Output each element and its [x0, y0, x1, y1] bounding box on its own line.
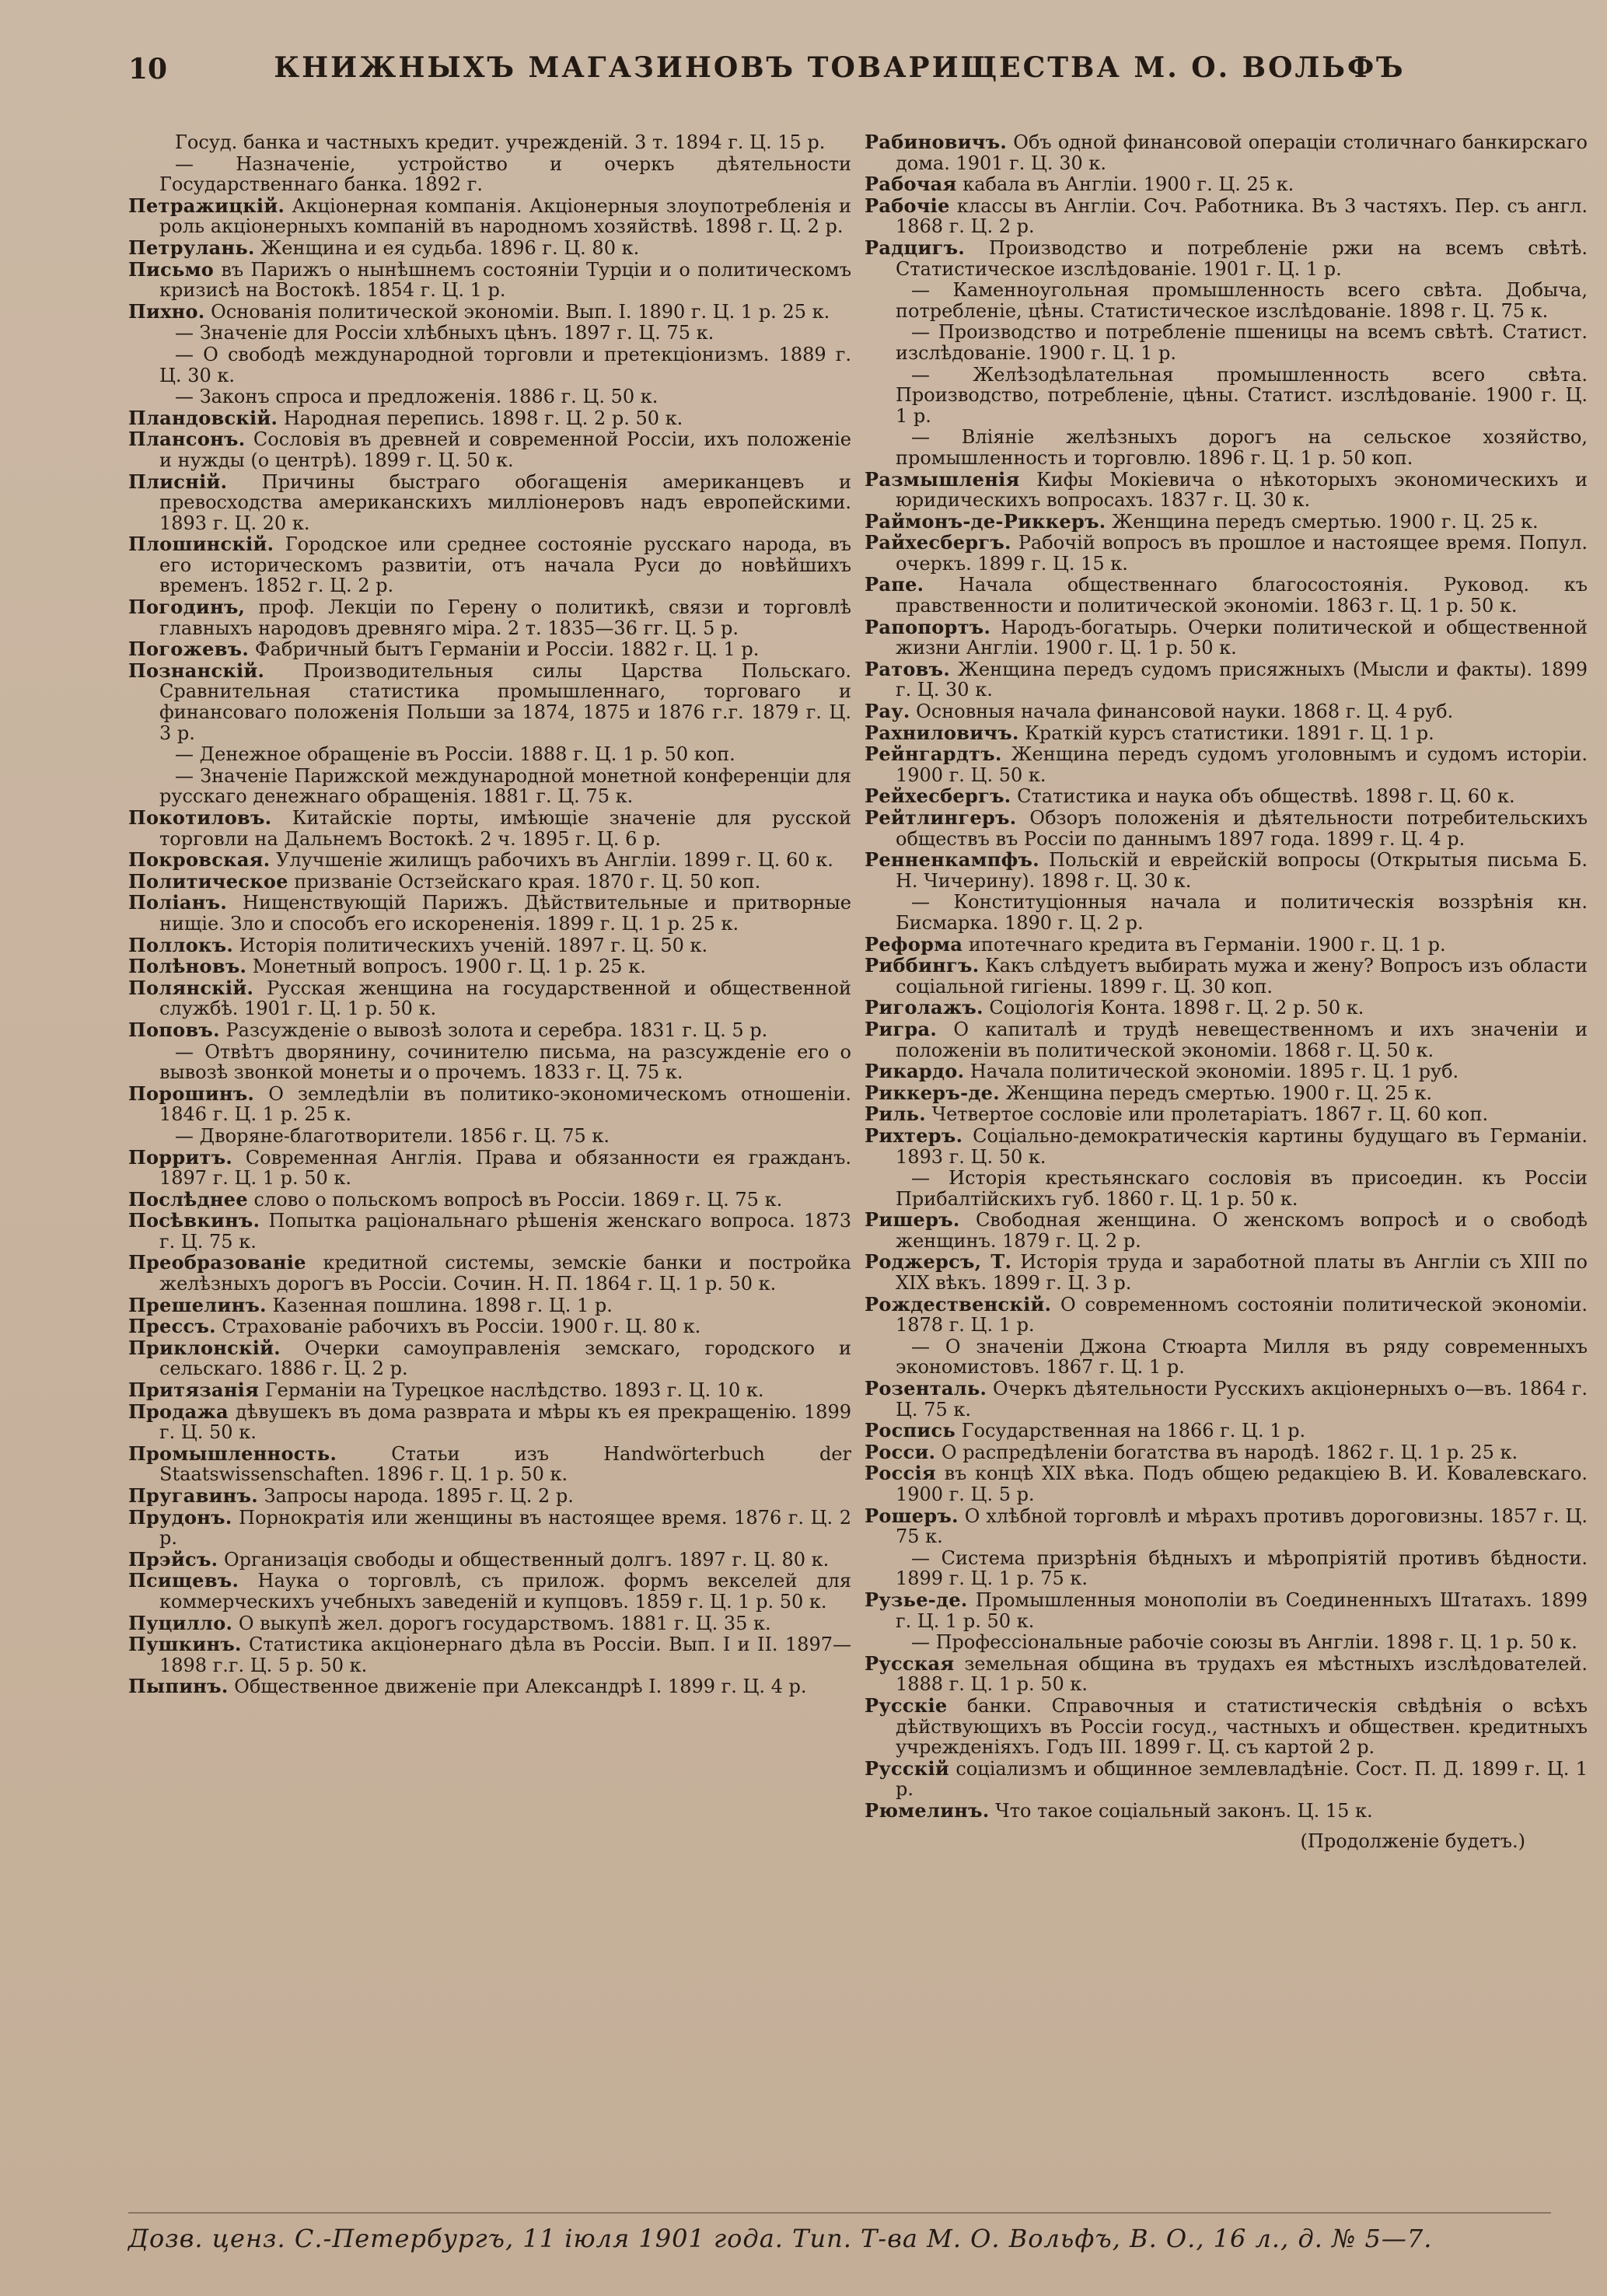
- entry-text: Улучшеніе жилищъ рабочихъ въ Англіи. 1899 г. Ц. 60 к.: [276, 849, 833, 872]
- entry-text: Какъ слѣдуетъ выбирать мужа и жену? Вопросъ изъ области соціальной гигіены. 1899 г. Ц. 30 коп.: [896, 955, 1588, 998]
- entry-text: Нищенствующій Парижъ. Дѣйствительные и притворные нищіе. Зло и способъ его искорененія. 1899 г. Ц. 1 р. 25 к.: [159, 892, 851, 935]
- entry-text: Начала общественнаго благосостоянія. Руковод. къ правственности и политической экономіи. 1863 г. Ц. 1 р. 50 к.: [896, 574, 1588, 617]
- entry-headword: Радцигъ.: [865, 236, 965, 259]
- entry-text: О земледѣліи въ политико-экономическомъ отношеніи. 1846 г. Ц. 1 р. 25 к.: [159, 1082, 851, 1126]
- catalog-entry: [128, 196, 851, 237]
- entry-headword: Поповъ.: [128, 1018, 220, 1041]
- entry-headword: Прешелинъ.: [128, 1293, 267, 1316]
- entry-text: Кифы Мокіевича о нѣкоторыхъ экономическихъ и юридическихъ вопросахъ. 1837 г. Ц. 30 к.: [896, 468, 1588, 512]
- entry-text: Госуд. банка и частныхъ кредит. учрежденій. 3 т. 1894 г. Ц. 15 р.: [175, 132, 826, 153]
- entry-headword: Покотиловъ.: [128, 806, 272, 829]
- catalog-entry: [865, 1506, 1588, 1547]
- entry-text: въ Парижъ о нынѣшнемъ состояніи Турціи и о политическомъ кризисѣ на Востокѣ. 1854 г. Ц. 1 р.: [159, 258, 851, 302]
- entry-headword: Риголажъ.: [865, 996, 983, 1019]
- catalog-entry: [865, 280, 1588, 321]
- entry-text: Народная перепись. 1898 г. Ц. 2 р. 50 к.: [283, 407, 683, 429]
- entry-text: — Конституціонныя начала и политическія воззрѣнія кн. Бисмарка. 1890 г. Ц. 2 р.: [896, 891, 1588, 934]
- catalog-entry: [128, 1042, 851, 1083]
- catalog-entry: [128, 808, 851, 849]
- entry-text: Польскій и еврейскій вопросы (Открытыя письма Б. Н. Чичерину). 1898 г. Ц. 30 к.: [896, 849, 1588, 892]
- entry-headword: Россія: [865, 1462, 936, 1485]
- entry-headword: Полянскій.: [128, 976, 254, 999]
- catalog-entry: [128, 893, 851, 934]
- entry-text: Соціологія Конта. 1898 г. Ц. 2 р. 50 к.: [989, 997, 1364, 1019]
- entry-text: — Система призрѣнія бѣдныхъ и мѣропріятій противъ бѣдности. 1899 г. Ц. 1 р. 75 к.: [896, 1546, 1588, 1590]
- catalog-entry: [128, 344, 851, 386]
- catalog-entry: [865, 1442, 1588, 1463]
- catalog-entry: [128, 956, 851, 977]
- entry-text: Рабочій вопросъ въ прошлое и настоящее время. Попул. очеркъ. 1899 г. Ц. 15 к.: [896, 532, 1588, 575]
- catalog-entry: [865, 659, 1588, 701]
- entry-headword: Поллокъ.: [128, 933, 234, 956]
- catalog-entry: [128, 1145, 851, 1190]
- catalog-entry: [865, 617, 1588, 659]
- catalog-entry: [128, 472, 851, 534]
- entry-text: Современная Англія. Права и обязанности ея гражданъ. 1897 г. Ц. 1 р. 50 к.: [159, 1146, 851, 1190]
- catalog-entry: [128, 978, 851, 1019]
- catalog-entry: [865, 723, 1588, 744]
- entry-headword: Прессъ.: [128, 1315, 216, 1338]
- running-title: КНИЖНЫХЪ МАГАЗИНОВЪ ТОВАРИЩЕСТВА М. О. ВОЛЬФЪ: [274, 51, 1406, 84]
- entry-headword: Пругавинъ.: [128, 1484, 258, 1507]
- catalog-entry: [865, 174, 1588, 195]
- catalog-entry: [865, 1693, 1588, 1759]
- entry-text: Организація свободы и общественный долгъ. 1897 г. Ц. 80 к.: [223, 1548, 830, 1571]
- catalog-entry: [865, 1651, 1588, 1696]
- entry-text: Соціально-демократическія картины будущаго въ Германіи. 1893 г. Ц. 50 к.: [896, 1124, 1588, 1168]
- entry-text: Общественное движеніе при Александрѣ I. 1899 г. Ц. 4 р.: [234, 1676, 807, 1698]
- entry-headword: Приклонскій.: [128, 1336, 281, 1359]
- entry-headword: Промышленность.: [128, 1442, 337, 1465]
- entry-headword: Рапопортъ.: [865, 615, 991, 638]
- right-column: [865, 132, 1588, 2123]
- catalog-entry: [865, 238, 1588, 279]
- entry-text: — Значеніе для Россіи хлѣбныхъ цѣнъ. 1897 г. Ц. 75 к.: [175, 322, 714, 344]
- entry-text: — О свободѣ международной торговли и претекціонизмъ. 1889 г. Ц. 30 к.: [159, 343, 851, 386]
- entry-headword: Прудонъ.: [128, 1505, 232, 1529]
- entry-headword: Русскіе: [865, 1693, 948, 1717]
- entry-headword: Ришеръ.: [865, 1208, 960, 1232]
- entry-headword: Рабочіе: [865, 194, 950, 217]
- entry-headword: Поліанъ.: [128, 891, 227, 914]
- catalog-entry: [865, 701, 1588, 722]
- entry-text: Городское или среднее состояніе русскаго народа, въ его историческомъ развитіи, отъ начала Руси до новѣйшихъ временъ. 1852 г. Ц. 2 р.: [159, 533, 851, 597]
- catalog-entry: [865, 1168, 1588, 1209]
- entry-headword: Рюмелинъ.: [865, 1798, 990, 1822]
- entry-text: Промышленныя монополіи въ Соединенныхъ Штатахъ. 1899 г. Ц. 1 р. 50 к.: [896, 1588, 1588, 1632]
- entry-text: Страхованіе рабочихъ въ Россіи. 1900 г. Ц. 80 к.: [222, 1316, 701, 1338]
- catalog-entry: [865, 956, 1588, 997]
- catalog-entry: [128, 1126, 851, 1147]
- entry-text: ипотечнаго кредита въ Германіи. 1900 г. Ц. 1 р.: [968, 933, 1446, 956]
- catalog-entry: [865, 467, 1588, 512]
- entry-headword: Рабочая: [865, 173, 957, 196]
- entry-headword: Рождественскій.: [865, 1292, 1052, 1316]
- catalog-entry: [865, 1083, 1588, 1104]
- entry-text: — Назначеніе, устройство и очеркъ дѣятельности Государственнаго банка. 1892 г.: [159, 152, 851, 196]
- entry-text: Сословія въ древней и современной Россіи, ихъ положеніе и нужды (о центрѣ). 1899 г. Ц. 50 к.: [159, 428, 851, 471]
- entry-text: — Желѣзодѣлательная промышленность всего свѣта. Производство, потребленіе, цѣны. Статист. изслѣдованіе. 1900 г. Ц. 1 р.: [896, 363, 1588, 427]
- entry-headword: Риккеръ-де.: [865, 1081, 1000, 1104]
- entry-headword: Рау.: [865, 700, 910, 723]
- entry-text: Статистика акціонернаго дѣла въ Россіи. Вып. I и II. 1897—1898 г.г. Ц. 5 р. 50 к.: [159, 1634, 851, 1676]
- entry-text: О выкупѣ жел. дорогъ государствомъ. 1881 г. Ц. 35 к.: [238, 1612, 771, 1634]
- entry-text: — Значеніе Парижской международной монетной конференціи для русскаго денежнаго обращенія. 1881 г. Ц. 75 к.: [159, 764, 851, 808]
- entry-headword: Пуцилло.: [128, 1611, 233, 1634]
- entry-text: Основанія политической экономіи. Вып. I. 1890 г. Ц. 1 р. 25 к.: [211, 300, 830, 323]
- catalog-entry: [865, 1590, 1588, 1631]
- entry-headword: Росси.: [865, 1440, 936, 1463]
- entry-text: Попытка раціональнаго рѣшенія женскаго вопроса. 1873 г. Ц. 75 к.: [159, 1210, 851, 1253]
- entry-text: О капиталѣ и трудѣ невещественномъ и ихъ значеніи и положеніи въ политической экономіи. 1868 г. Ц. 50 к.: [896, 1018, 1588, 1061]
- catalog-entry: [128, 869, 851, 893]
- entry-headword: Раймонъ-де-Риккеръ.: [865, 509, 1106, 533]
- catalog-entry: [865, 575, 1588, 616]
- entry-text: классы въ Англіи. Соч. Работника. Въ 3 частяхъ. Пер. съ англ. 1868 г. Ц. 2 р.: [896, 194, 1588, 238]
- entry-text: соціализмъ и общинное землевладѣніе. Сост. П. Д. 1899 г. Ц. 1 р.: [896, 1757, 1588, 1801]
- entry-headword: Ренненкампфъ.: [865, 848, 1039, 872]
- entry-text: Производительныя силы Царства Польскаго. Сравнительная статистика промышленнаго, торговаго и финансоваго положенія Польши за 1874, 1875 и 1876 г.г. 1879 г. Ц. 3 р.: [159, 659, 851, 744]
- catalog-entry: [865, 427, 1588, 468]
- entry-text: Женщина передъ судомъ уголовнымъ и судомъ исторіи. 1900 г. Ц. 50 к.: [896, 743, 1588, 786]
- entry-text: Краткій курсъ статистики. 1891 г. Ц. 1 р.: [1025, 722, 1434, 744]
- catalog-entry: [128, 1634, 851, 1676]
- catalog-entry: [128, 1253, 851, 1294]
- catalog-entry: [128, 935, 851, 956]
- entry-text: Начала политической экономіи. 1895 г. Ц. 1 руб.: [969, 1061, 1459, 1083]
- catalog-entry: [865, 1252, 1588, 1293]
- catalog-entry: [128, 132, 851, 153]
- catalog-entry: [865, 1798, 1588, 1822]
- entry-headword: Рейхесбергъ.: [865, 785, 1011, 808]
- entry-text: проф. Лекціи по Герену о политикѣ, связи и торговлѣ главныхъ народовъ древняго міра. 2 т. 1835—36 гг. Ц. 5 р.: [159, 596, 851, 639]
- left-column: [128, 132, 851, 2123]
- entry-headword: Псищевъ.: [128, 1569, 239, 1592]
- entry-text: Китайскіе порты, имѣющіе значеніе для русской торговли на Дальнемъ Востокѣ. 2 ч. 1895 г. Ц. 6 р.: [159, 807, 851, 850]
- catalog-entry: [128, 1505, 851, 1550]
- entry-text: О распредѣленіи богатства въ народѣ. 1862 г. Ц. 1 р. 25 к.: [941, 1441, 1518, 1463]
- entry-headword: Рапе.: [865, 573, 924, 596]
- entry-headword: Пландовскій.: [128, 406, 278, 429]
- catalog-entry: [128, 323, 851, 344]
- entry-headword: Рахниловичъ.: [865, 721, 1019, 744]
- entry-headword: Покровская.: [128, 848, 271, 872]
- catalog-entry: [865, 1756, 1588, 1801]
- entry-headword: Роспись: [865, 1419, 956, 1442]
- catalog-entry: [128, 386, 851, 407]
- entry-text: Женщина и ея судьба. 1896 г. Ц. 80 к.: [260, 236, 640, 259]
- catalog-entry: [865, 932, 1588, 956]
- entry-headword: Плошинскій.: [128, 533, 274, 556]
- catalog-entry: [865, 786, 1588, 807]
- entry-headword: Рузье-де.: [865, 1588, 968, 1611]
- entry-text: слово о польскомъ вопросѣ въ Россіи. 1869 г. Ц. 75 к.: [253, 1188, 783, 1211]
- entry-headword: Размышленія: [865, 467, 1020, 491]
- entry-headword: Пыпинъ.: [128, 1675, 229, 1698]
- entry-text: Исторія труда и заработной платы въ Англіи съ XIII по XIX вѣкъ. 1899 г. Ц. 3 р.: [896, 1251, 1588, 1295]
- catalog-entry: [128, 299, 851, 323]
- entry-headword: Русскій: [865, 1756, 949, 1780]
- catalog-entry: [865, 196, 1588, 237]
- entry-text: кабала въ Англіи. 1900 г. Ц. 25 к.: [962, 173, 1294, 196]
- entry-headword: Риббингъ.: [865, 954, 980, 977]
- page-header: [128, 48, 1551, 89]
- entry-text: Государственная на 1866 г. Ц. 1 р.: [961, 1420, 1306, 1442]
- entry-headword: Политическое: [128, 869, 288, 893]
- entry-text: — Профессіональные рабочіе союзы въ Англіи. 1898 г. Ц. 1 р. 50 к.: [911, 1631, 1577, 1654]
- catalog-entry: [128, 597, 851, 638]
- entry-text: призваніе Остзейскаго края. 1870 г. Ц. 50 коп.: [294, 870, 761, 893]
- entry-text: Свободная женщина. О женскомъ вопросѣ и о свободѣ женщинъ. 1879 г. Ц. 2 р.: [896, 1209, 1588, 1252]
- entry-text: Фабричный бытъ Германіи и Россіи. 1882 г. Ц. 1 р.: [254, 638, 760, 661]
- catalog-entry: [128, 766, 851, 807]
- entry-text: Статистика и наука объ обществѣ. 1898 г. Ц. 60 к.: [1017, 785, 1515, 808]
- entry-headword: Преобразованіе: [128, 1251, 306, 1274]
- entry-headword: Пушкинъ.: [128, 1633, 242, 1656]
- entry-headword: Посѣвкинъ.: [128, 1209, 260, 1232]
- entry-text: Русская женщина на государственной и общественной службѣ. 1901 г. Ц. 1 р. 50 к.: [159, 977, 851, 1020]
- catalog-entry: [865, 808, 1588, 849]
- catalog-entry: [128, 1613, 851, 1634]
- catalog-entry: [865, 1019, 1588, 1061]
- entry-text: — Производство и потребленіе пшеницы на всемъ свѣтѣ. Статист. изслѣдованіе. 1900 г. Ц. 1 р.: [896, 321, 1588, 364]
- entry-text: въ концѣ XIX вѣка. Подъ общею редакціею В. И. Ковалевскаго. 1900 г. Ц. 5 р.: [896, 1463, 1588, 1505]
- entry-text: Статьи изъ Handwörterbuch der Staatswissenschaften. 1896 г. Ц. 1 р. 50 к.: [159, 1442, 851, 1486]
- entry-headword: Письмо: [128, 257, 215, 281]
- entry-text: Разсужденіе о вывозѣ золота и серебра. 1831 г. Ц. 5 р.: [225, 1019, 768, 1041]
- entry-headword: Полѣновъ.: [128, 955, 247, 978]
- entry-headword: Порритъ.: [128, 1145, 233, 1169]
- entry-headword: Рабиновичъ.: [865, 132, 1008, 153]
- entry-text: Народъ-богатырь. Очерки политической и общественной жизни Англіи. 1900 г. Ц. 1 р. 50 к.: [896, 616, 1588, 659]
- catalog-entry: [128, 1338, 851, 1379]
- entry-text: Что такое соціальный законъ. Ц. 15 к.: [995, 1799, 1373, 1822]
- entry-text: Основныя начала финансовой науки. 1868 г. Ц. 4 руб.: [916, 701, 1454, 723]
- entry-text: дѣвушекъ въ дома разврата и мѣры къ ея прекращенію. 1899 г. Ц. 50 к.: [159, 1400, 851, 1444]
- entry-headword: Райхесбергъ.: [865, 531, 1011, 554]
- entry-text: Очеркъ дѣятельности Русскихъ акціонерныхъ о—въ. 1864 г. Ц. 75 к.: [896, 1378, 1588, 1421]
- entry-headword: Рейтлингеръ.: [865, 806, 1017, 829]
- entry-text: Производство и потребленіе ржи на всемъ свѣтѣ. Статистическое изслѣдованіе. 1901 г. Ц. 1 р.: [896, 236, 1588, 280]
- entry-text: — Каменноугольная промышленность всего свѣта. Добыча, потребленіе, цѣны. Статистическое изслѣдованіе. 1898 г. Ц. 75 к.: [896, 279, 1588, 322]
- catalog-entry: [128, 850, 851, 871]
- catalog-entry: [128, 238, 851, 259]
- catalog-entry: [128, 1084, 851, 1125]
- entry-text: — Отвѣтъ дворянину, сочинителю письма, на разсужденіе его о вывозѣ звонкой монеты и о прочемъ. 1833 г. Ц. 75 к.: [159, 1040, 851, 1084]
- entry-text: — Законъ спроса и предложенія. 1886 г. Ц. 50 к.: [175, 386, 659, 408]
- entry-text: банки. Справочныя и статистическія свѣдѣнія о всѣхъ дѣйствующихъ въ Россіи госуд., частныхъ и обществен. кредитныхъ учрежденіяхъ. Годъ III. 1899 г. Ц. съ картой 2 р.: [896, 1694, 1588, 1759]
- entry-headword: Риль.: [865, 1103, 926, 1126]
- catalog-entry: [128, 1187, 851, 1211]
- catalog-entry: [865, 1379, 1588, 1420]
- entry-text: Казенная пошлина. 1898 г. Ц. 1 р.: [272, 1294, 613, 1316]
- catalog-entry: [128, 534, 851, 596]
- entry-text: Женщина передъ смертью. 1900 г. Ц. 25 к.: [1112, 510, 1539, 533]
- catalog-entry: [865, 850, 1588, 891]
- catalog-entry: [865, 1104, 1588, 1125]
- entry-text: Обзоръ положенія и дѣятельности потребительскихъ обществъ въ Россіи по даннымъ 1897 года. 1899 г. Ц. 4 р.: [896, 807, 1588, 850]
- catalog-entry: [865, 1126, 1588, 1167]
- entry-text: Очерки самоуправленія земскаго, городского и сельскаго. 1886 г. Ц. 2 р.: [159, 1337, 851, 1380]
- entry-text: земельная община въ трудахъ ея мѣстныхъ изслѣдователей. 1888 г. Ц. 1 р. 50 к.: [896, 1652, 1588, 1696]
- entry-text: Четвертое сословіе или пролетаріатъ. 1867 г. Ц. 60 коп.: [931, 1103, 1489, 1126]
- entry-headword: Рихтеръ.: [865, 1124, 963, 1147]
- entry-text: Порнократія или женщины въ настоящее время. 1876 г. Ц. 2 р.: [159, 1506, 851, 1550]
- entry-headword: Плиснiй.: [128, 470, 228, 493]
- entry-headword: Ратовъ.: [865, 657, 951, 680]
- entry-headword: Познанскій.: [128, 659, 265, 682]
- catalog-entry: [865, 365, 1588, 427]
- catalog-entry: [865, 509, 1588, 533]
- page-number: 10: [128, 53, 168, 86]
- entry-text: — Дворяне-благотворители. 1856 г. Ц. 75 к.: [175, 1124, 610, 1147]
- entry-text: О хлѣбной торговлѣ и мѣрахъ противъ дороговизны. 1857 г. Ц. 75 к.: [896, 1504, 1588, 1548]
- entry-headword: Погожевъ.: [128, 638, 250, 661]
- catalog-entry: [128, 1444, 851, 1485]
- catalog-entry: [128, 661, 851, 743]
- entry-headword: Ригра.: [865, 1017, 938, 1040]
- entry-headword: Порошинъ.: [128, 1082, 255, 1105]
- entry-headword: Послѣднее: [128, 1187, 248, 1211]
- catalog-entry: [865, 1061, 1588, 1082]
- entry-text: Исторія политическихъ ученій. 1897 г. Ц. 50 к.: [239, 934, 708, 956]
- imprint-footer: Дозв. ценз. С.-Петербургъ, 11 іюля 1901 года. Тип. Т-ва М. О. Вольфъ, В. О., 16 л., д. № 5—7.: [128, 2224, 1433, 2253]
- catalog-entry: [128, 257, 851, 302]
- catalog-entry: [128, 1295, 851, 1316]
- catalog-entry: [128, 154, 851, 195]
- entry-headword: Плансонъ.: [128, 428, 246, 451]
- entry-headword: Русская: [865, 1651, 955, 1675]
- entry-text: — О значеніи Джона Стюарта Милля въ ряду современныхъ экономистовъ. 1867 г. Ц. 1 р.: [896, 1335, 1588, 1379]
- entry-text: О современномъ состояніи политической экономіи. 1878 г. Ц. 1 р.: [896, 1293, 1588, 1337]
- catalog-entry: [128, 1380, 851, 1401]
- catalog-entry: [128, 1571, 851, 1612]
- catalog-entry: [128, 1486, 851, 1507]
- catalog-entry: [865, 998, 1588, 1019]
- catalog-entry: [865, 1210, 1588, 1251]
- catalog-entry: [865, 1292, 1588, 1337]
- catalog-entry: [865, 1548, 1588, 1589]
- entry-text: — Денежное обращеніе въ Россіи. 1888 г. Ц. 1 р. 50 коп.: [175, 743, 735, 766]
- entry-text: Женщина передъ судомъ присяжныхъ (Мысли и факты). 1899 г. Ц. 30 к.: [896, 658, 1588, 701]
- catalog-entry: [128, 408, 851, 429]
- continuation-note: (Продолженіе будетъ.): [1300, 1829, 1525, 1852]
- catalog-entry: [128, 1211, 851, 1252]
- entry-text: Германіи на Турецкое наслѣдство. 1893 г. Ц. 10 к.: [264, 1379, 764, 1402]
- entry-headword: Петражицкій.: [128, 194, 285, 217]
- entry-text: — Вліяніе желѣзныхъ дорогъ на сельское хозяйство, промышленность и торговлю. 1896 г. Ц. 1 р. 50 коп.: [896, 426, 1588, 469]
- entry-text: кредитной системы, земскіе банки и постройка желѣзныхъ дорогъ въ Россіи. Сочин. Н. П. 1864 г. Ц. 1 р. 50 к.: [159, 1252, 851, 1295]
- catalog-entry: [128, 639, 851, 660]
- entry-text: Объ одной финансовой операціи столичнаго банкирскаго дома. 1901 г. Ц. 30 к.: [896, 132, 1588, 174]
- entry-text: Причины быстраго обогащенія американцевъ и превосходства американскихъ милліонеровъ надъ европейскими. 1893 г. Ц. 20 к.: [159, 470, 851, 534]
- entry-headword: Реформа: [865, 932, 963, 956]
- footer-rule: [128, 2212, 1551, 2214]
- entry-text: — Исторія крестьянскаго сословія въ присоедин. къ Россіи Прибалтійскихъ губ. 1860 г. Ц. 1 р. 50 к.: [896, 1167, 1588, 1210]
- catalog-entry: [865, 322, 1588, 363]
- catalog-entry: [865, 744, 1588, 785]
- catalog-entry: [128, 1547, 851, 1571]
- catalog-entry: [865, 132, 1588, 173]
- catalog-entry: [128, 744, 851, 765]
- entry-text: Монетный вопросъ. 1900 г. Ц. 1 р. 25 к.: [252, 956, 646, 978]
- catalog-entry: [865, 892, 1588, 933]
- entry-headword: Притязанія: [128, 1379, 260, 1402]
- entry-text: Наука о торговлѣ, съ прилож. формъ векселей для коммерческихъ учебныхъ заведеній и купцовъ. 1859 г. Ц. 1 р. 50 к.: [159, 1570, 851, 1613]
- catalog-entry: [128, 429, 851, 470]
- entry-headword: Рикардо.: [865, 1060, 965, 1083]
- catalog-entry: [128, 1676, 851, 1697]
- catalog-entry: [128, 1020, 851, 1041]
- entry-headword: Розенталь.: [865, 1377, 987, 1400]
- catalog-entry: [865, 1337, 1588, 1378]
- entry-text: Женщина передъ смертью. 1900 г. Ц. 25 к.: [1005, 1082, 1433, 1104]
- entry-headword: Рейнгардтъ.: [865, 743, 1002, 766]
- entry-headword: Роджерсъ, Т.: [865, 1250, 1012, 1274]
- catalog-entry: [865, 1421, 1588, 1442]
- entry-headword: Петрулань.: [128, 236, 255, 259]
- entry-headword: Погодинъ,: [128, 596, 246, 619]
- catalog-entry: [865, 1463, 1588, 1504]
- catalog-entry: [128, 1316, 851, 1337]
- entry-headword: Прэйсъ.: [128, 1547, 218, 1571]
- entry-headword: Пихно.: [128, 299, 205, 323]
- entry-text: Акціонерная компанія. Акціонерныя злоупотребленія и роль акціонерныхъ компаній въ народномъ хозяйствѣ. 1898 г. Ц. 2 р.: [159, 194, 851, 238]
- entry-headword: Рошеръ.: [865, 1504, 959, 1527]
- entry-text: Запросы народа. 1895 г. Ц. 2 р.: [264, 1485, 574, 1507]
- catalog-entry: [865, 1632, 1588, 1653]
- catalog-entry: [865, 533, 1588, 574]
- catalog-entry: [128, 1402, 851, 1443]
- entry-headword: Продажа: [128, 1400, 229, 1423]
